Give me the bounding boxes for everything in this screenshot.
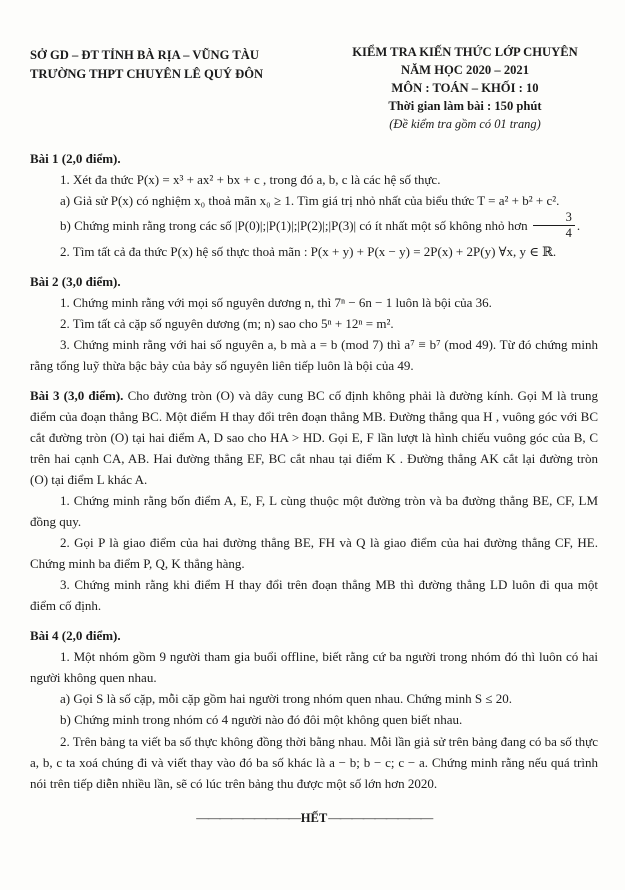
problem-1-title: Bài 1 (2,0 điểm).	[30, 151, 121, 167]
problem-4-item-2: 2. Trên bảng ta viết ba số thực không đồng thời bằng nhau. Mỗi lần giả sử trên bảng đang có ba số thực a, b, c ta xoá chúng đi và viết thay vào đó ba số khác là a − b; b − c; c − a. Chứng minh rằng nếu quá trình nói trên tiếp diễn nhiều lần, sẽ có lúc trên bảng thu được một số lớn hơn 2020.	[30, 733, 598, 791]
department-name: SỞ GD – ĐT TỈNH BÀ RỊA – VŨNG TÀU	[30, 48, 259, 62]
exam-title: KIỂM TRA KIẾN THỨC LỚP CHUYÊN	[352, 45, 578, 59]
problem-3-intro	[30, 385, 598, 490]
problem-3-item-2: 2. Gọi P là giao điểm của hai đường thẳng BE, FH và Q là giao điểm của hai đường thẳng CF, HE. Chứng minh ba điểm P, Q, K thẳng hàng.	[30, 535, 598, 572]
problem-4-item-b: b) Chứng minh trong nhóm có 4 người nào đó đôi một không quen biết nhau.	[60, 712, 463, 728]
footer-dash-right: —————————	[328, 809, 432, 825]
problem-1-item-b-text: b) Chứng minh rằng trong các số |P(0)|;|P(1)|;|P(2)|;|P(3)| có ít nhất một số không nhỏ hơn	[60, 218, 528, 234]
problem-3-section	[30, 385, 598, 617]
problem-2-item-3: 3. Chứng minh rằng với hai số nguyên a, b mà a = b (mod 7) thì a⁷ ≡ b⁷ (mod 49). Từ đó chứng minh rằng tổng luỹ thừa bậc bảy của bảy số nguyên liên tiếp luôn là bội của 49.	[30, 336, 598, 373]
school-year: NĂM HỌC 2020 – 2021	[400, 62, 530, 77]
school-name: TRƯỜNG THPT CHUYÊN LÊ QUÝ ĐÔN	[30, 66, 264, 81]
subject-grade: MÔN : TOÁN – KHỐI : 10	[391, 80, 539, 95]
fraction-denominator: 4	[565, 226, 572, 241]
end-label: HẾT	[300, 810, 328, 825]
problem-1-section	[30, 148, 598, 261]
fraction-three-fourths	[533, 211, 575, 240]
footer	[30, 810, 598, 826]
problem-1-item-2: 2. Tìm tất cả đa thức P(x) hệ số thực thoả mãn : P(x + y) + P(x − y) = 2P(x) + 2P(y) ∀x, y ∈ ℝ.	[60, 243, 557, 259]
problem-1-item-1: 1. Xét đa thức P(x) = x³ + ax² + bx + c , trong đó a, b, c là các hệ số thực.	[60, 172, 441, 188]
duration-line: Thời gian làm bài : 150 phút	[388, 98, 542, 113]
problem-2-title: Bài 2 (3,0 điểm).	[30, 273, 121, 289]
problem-4-section	[30, 625, 598, 793]
page-count-note: (Đề kiểm tra gồm có 01 trang)	[389, 116, 541, 131]
problem-1-item-b	[30, 211, 598, 240]
problem-4-title: Bài 4 (2,0 điểm).	[30, 628, 121, 644]
problem-3-item-3: 3. Chứng minh rằng khi điểm H thay đổi trên đoạn thẳng MB thì đường thẳng LD luôn đi qua một điểm cố định.	[30, 577, 598, 614]
problem-1-item-b-period: .	[576, 218, 581, 234]
problem-3-title: Bài 3 (3,0 điểm).	[30, 387, 124, 403]
problem-2-item-1: 1. Chứng minh rằng với mọi số nguyên dương n, thì 7ⁿ − 6n − 1 luôn là bội của 36.	[60, 294, 492, 310]
problem-4-item-a: a) Gọi S là số cặp, mỗi cặp gồm hai người trong nhóm quen nhau. Chứng minh S ≤ 20.	[60, 691, 512, 707]
problem-4-item-1: 1. Một nhóm gồm 9 người tham gia buổi offline, biết rằng cứ ba người trong nhóm đó thì luôn có hai người không quen nhau.	[30, 649, 598, 686]
exam-title-block	[332, 44, 598, 133]
problem-3-item-1: 1. Chứng minh rằng bốn điểm A, E, F, L cùng thuộc một đường tròn và ba đường thẳng BE, CF, LM đồng quy.	[30, 493, 598, 530]
footer-dash-left: —————————	[196, 809, 300, 825]
problem-3-intro-text: Cho đường tròn (O) và dây cung BC cố định không phải là đường kính. Gọi M là trung điểm của đoạn thẳng BC. Một điểm H thay đổi trên đoạn thẳng MB. Đường thẳng qua H , vuông góc với BC cắt đường tròn (O) tại hai điểm A, D sao cho HA > HD. Gọi E, F lần lượt là hình chiếu vuông góc của B, C trên hai cạnh CA, AB. Hai đường thẳng EF, BC cắt nhau tại điểm K . Đường thẳng AK cắt lại đường tròn (O) tại điểm L khác A.	[30, 387, 598, 487]
problem-2-item-2: 2. Tìm tất cả cặp số nguyên dương (m; n) sao cho 5ⁿ + 12ⁿ = m².	[60, 315, 394, 331]
fraction-numerator: 3	[533, 211, 575, 226]
problem-2-section	[30, 271, 598, 376]
problem-1-item-a: a) Giả sử P(x) có nghiệm x₀ thoả mãn x₀ ≥ 1. Tìm giá trị nhỏ nhất của biểu thức T = a² + b² + c².	[60, 193, 560, 209]
school-block	[30, 44, 332, 84]
header	[30, 44, 598, 133]
